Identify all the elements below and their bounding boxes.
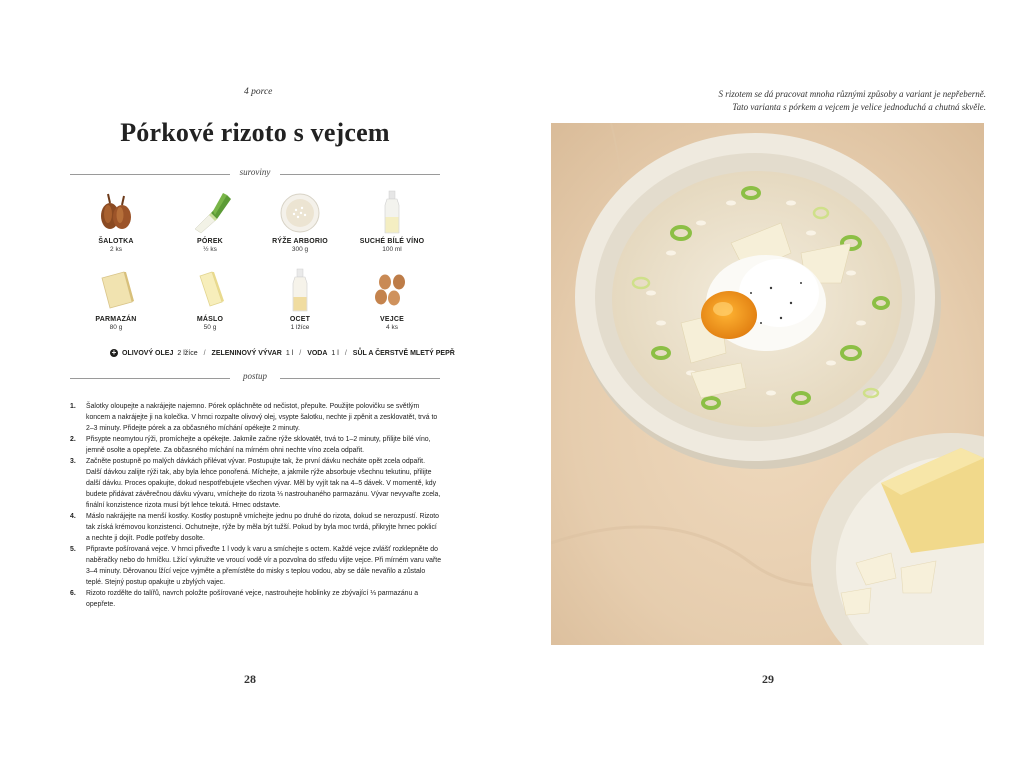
parmesan-icon xyxy=(70,266,162,314)
extra-water: VODA xyxy=(307,349,328,357)
ingredient-name: ŠALOTKA xyxy=(98,238,134,245)
ingredient-qty: 2 ks xyxy=(110,246,122,253)
step-number: 1. xyxy=(70,403,76,410)
ingredient-qty: 1 lžíce xyxy=(290,324,310,331)
extra-olive-oil-qty: 2 lžíce xyxy=(177,349,198,357)
ingredient-name: PARMAZÁN xyxy=(95,316,137,323)
step-text: Přisypte neomytou rýži, promíchejte a opékejte. Jakmile začne rýže sklovatět, trvá to 1–2 minuty, přilijte bílé víno, jemně osolte a opepřete. Za občasného míchání na mírném ohni nechte víno zcela odpařit. xyxy=(86,436,431,454)
ingredient-vinegar xyxy=(254,266,346,331)
extra-salt-pepper: SŮL A ČERSTVĚ MLETÝ PEPŘ xyxy=(352,349,455,357)
leek-icon xyxy=(164,188,256,236)
ingredient-qty: 100 ml xyxy=(382,246,402,253)
wine-bottle-icon xyxy=(346,188,438,236)
extra-water-qty: 1 l xyxy=(331,349,339,357)
step-text: Máslo nakrájejte na menší kostky. Kostky postupně vmíchejte jednu po druhé do rizota, dokud se nerozpustí. Rizoto tak získá krémovou konzistenci. Ochutnejte, rýže by měla být tužší. Pokud by byla moc tvrdá, přikryjte hrnec poklicí a nechte ji dojít. Podle potřeby dosolte. xyxy=(86,513,440,542)
page-number-left: 28 xyxy=(244,672,256,686)
step-item xyxy=(70,588,442,610)
ingredient-qty: 50 g xyxy=(203,324,217,331)
ingredient-qty: 80 g xyxy=(109,324,123,331)
extra-stock-qty: 1 l xyxy=(285,349,294,357)
extra-olive-oil: OLIVOVÝ OLEJ xyxy=(122,349,174,357)
step-item xyxy=(70,456,442,511)
extra-separator: / xyxy=(203,349,206,357)
ingredient-name: PÓREK xyxy=(197,238,223,245)
shallot-icon xyxy=(70,188,162,236)
step-item xyxy=(70,434,442,456)
intro-line-1: S rizotem se dá pracovat mnoha různými způsoby a variant je nepřeberně. xyxy=(718,89,986,99)
steps-heading xyxy=(70,372,440,384)
ingredient-qty: 4 ks xyxy=(386,324,398,331)
page-number-right: 29 xyxy=(762,672,774,686)
steps-list xyxy=(70,401,442,610)
step-text: Rizoto rozdělte do talířů, navrch položte pošírované vejce, nastrouhejte hoblinky ze zbývající ⅓ parmazánu a opepřete. xyxy=(86,590,419,608)
step-text: Připravte pošírovaná vejce. V hrnci přiveďte 1 l vody k varu a smíchejte s octem. Každé vejce zvlášť rozklepněte do naběračky nebo do hrníčku. Lžící vykružte ve vroucí vodě vír a pozvolna do středu vlijte vejce. Při mírném varu vařte 3–4 minuty. Děrovanou lžící vejce vyjměte a přemístěte do misky s teplou vodou, aby se dále nevařilo a zůstalo teplé. Stejný postup opakujte u zbylých vajec. xyxy=(86,546,442,586)
recipe-title: Pórkové rizoto s vejcem xyxy=(120,118,390,147)
extra-separator: / xyxy=(299,349,302,357)
ingredient-name: MÁSLO xyxy=(196,316,224,323)
intro-text xyxy=(626,88,986,114)
step-number: 2. xyxy=(70,436,76,443)
ingredient-qty: 300 g xyxy=(291,246,309,253)
ingredient-wine xyxy=(346,188,438,253)
ingredient-rice xyxy=(254,188,346,253)
risotto-photo xyxy=(551,123,984,645)
plus-icon: + xyxy=(111,348,117,357)
ingredient-leek xyxy=(164,188,256,253)
ingredient-qty: ½ ks xyxy=(203,246,217,253)
ingredient-eggs xyxy=(346,266,438,331)
ingredient-name: VEJCE xyxy=(380,316,404,323)
butter-icon xyxy=(164,266,256,314)
step-number: 4. xyxy=(70,513,76,520)
step-number: 3. xyxy=(70,458,76,465)
extra-separator: / xyxy=(344,349,347,357)
intro-line-2: Tato varianta s pórkem a vejcem je velice jednoduchá a chutná skvěle. xyxy=(732,102,986,112)
steps-heading-label: postup xyxy=(242,371,267,381)
ingredients-heading-label: suroviny xyxy=(239,167,271,177)
step-number: 6. xyxy=(70,590,76,597)
eggs-icon xyxy=(346,266,438,314)
extra-ingredients xyxy=(110,349,455,357)
vinegar-bottle-icon xyxy=(254,266,346,314)
ingredient-name: RÝŽE ARBORIO xyxy=(272,238,328,245)
rice-bowl-icon xyxy=(254,188,346,236)
ingredient-shallot xyxy=(70,188,162,253)
portions-label: 4 porce xyxy=(244,87,273,97)
ingredient-parmesan xyxy=(70,266,162,331)
step-number: 5. xyxy=(70,546,76,553)
ingredient-butter xyxy=(164,266,256,331)
ingredients-heading xyxy=(70,168,440,180)
step-item xyxy=(70,544,442,588)
step-text: Začněte postupně po malých dávkách přilévat vývar. Postupujte tak, že první dávku necháte opět zcela odpařit. Další dávkou zalijte rýži tak, aby byla lehce ponořená. Míchejte, a jakmile rýže absorbuje všechnu tekutinu, přilijte další dávku. Proces opakujte, dokud nespotřebujete všechen vývar. Měl by vyjít tak na 4–5 dávek. V momentě, kdy budete přidávat závěrečnou dávku vývaru, vmíchejte do rizota ⅓ nastrouhaného parmazánu. Vývar nevyvařte zcela, finální konzistence rizota musí být lehce tekutá. Hrnec odstavte. xyxy=(86,458,441,509)
right-page xyxy=(512,0,1024,768)
ingredient-name: OCET xyxy=(289,316,311,323)
step-text: Šalotky oloupejte a nakrájejte najemno. Pórek opláchněte od nečistot, přepulte. Použijte polovičku se světlým koncem a nakrájejte ji na kolečka. V hrnci rozpalte olivový olej, vsypte šalotku, nechte ji zpěnit a zesklovatět, trvá to 2–3 minuty. Přidejte pórek a za občasného míchání opékejte 2 minuty. xyxy=(86,403,438,432)
step-item xyxy=(70,401,442,434)
ingredient-name: SUCHÉ BÍLÉ VÍNO xyxy=(359,238,425,245)
extra-stock: ZELENINOVÝ VÝVAR xyxy=(211,349,282,357)
step-item xyxy=(70,511,442,544)
